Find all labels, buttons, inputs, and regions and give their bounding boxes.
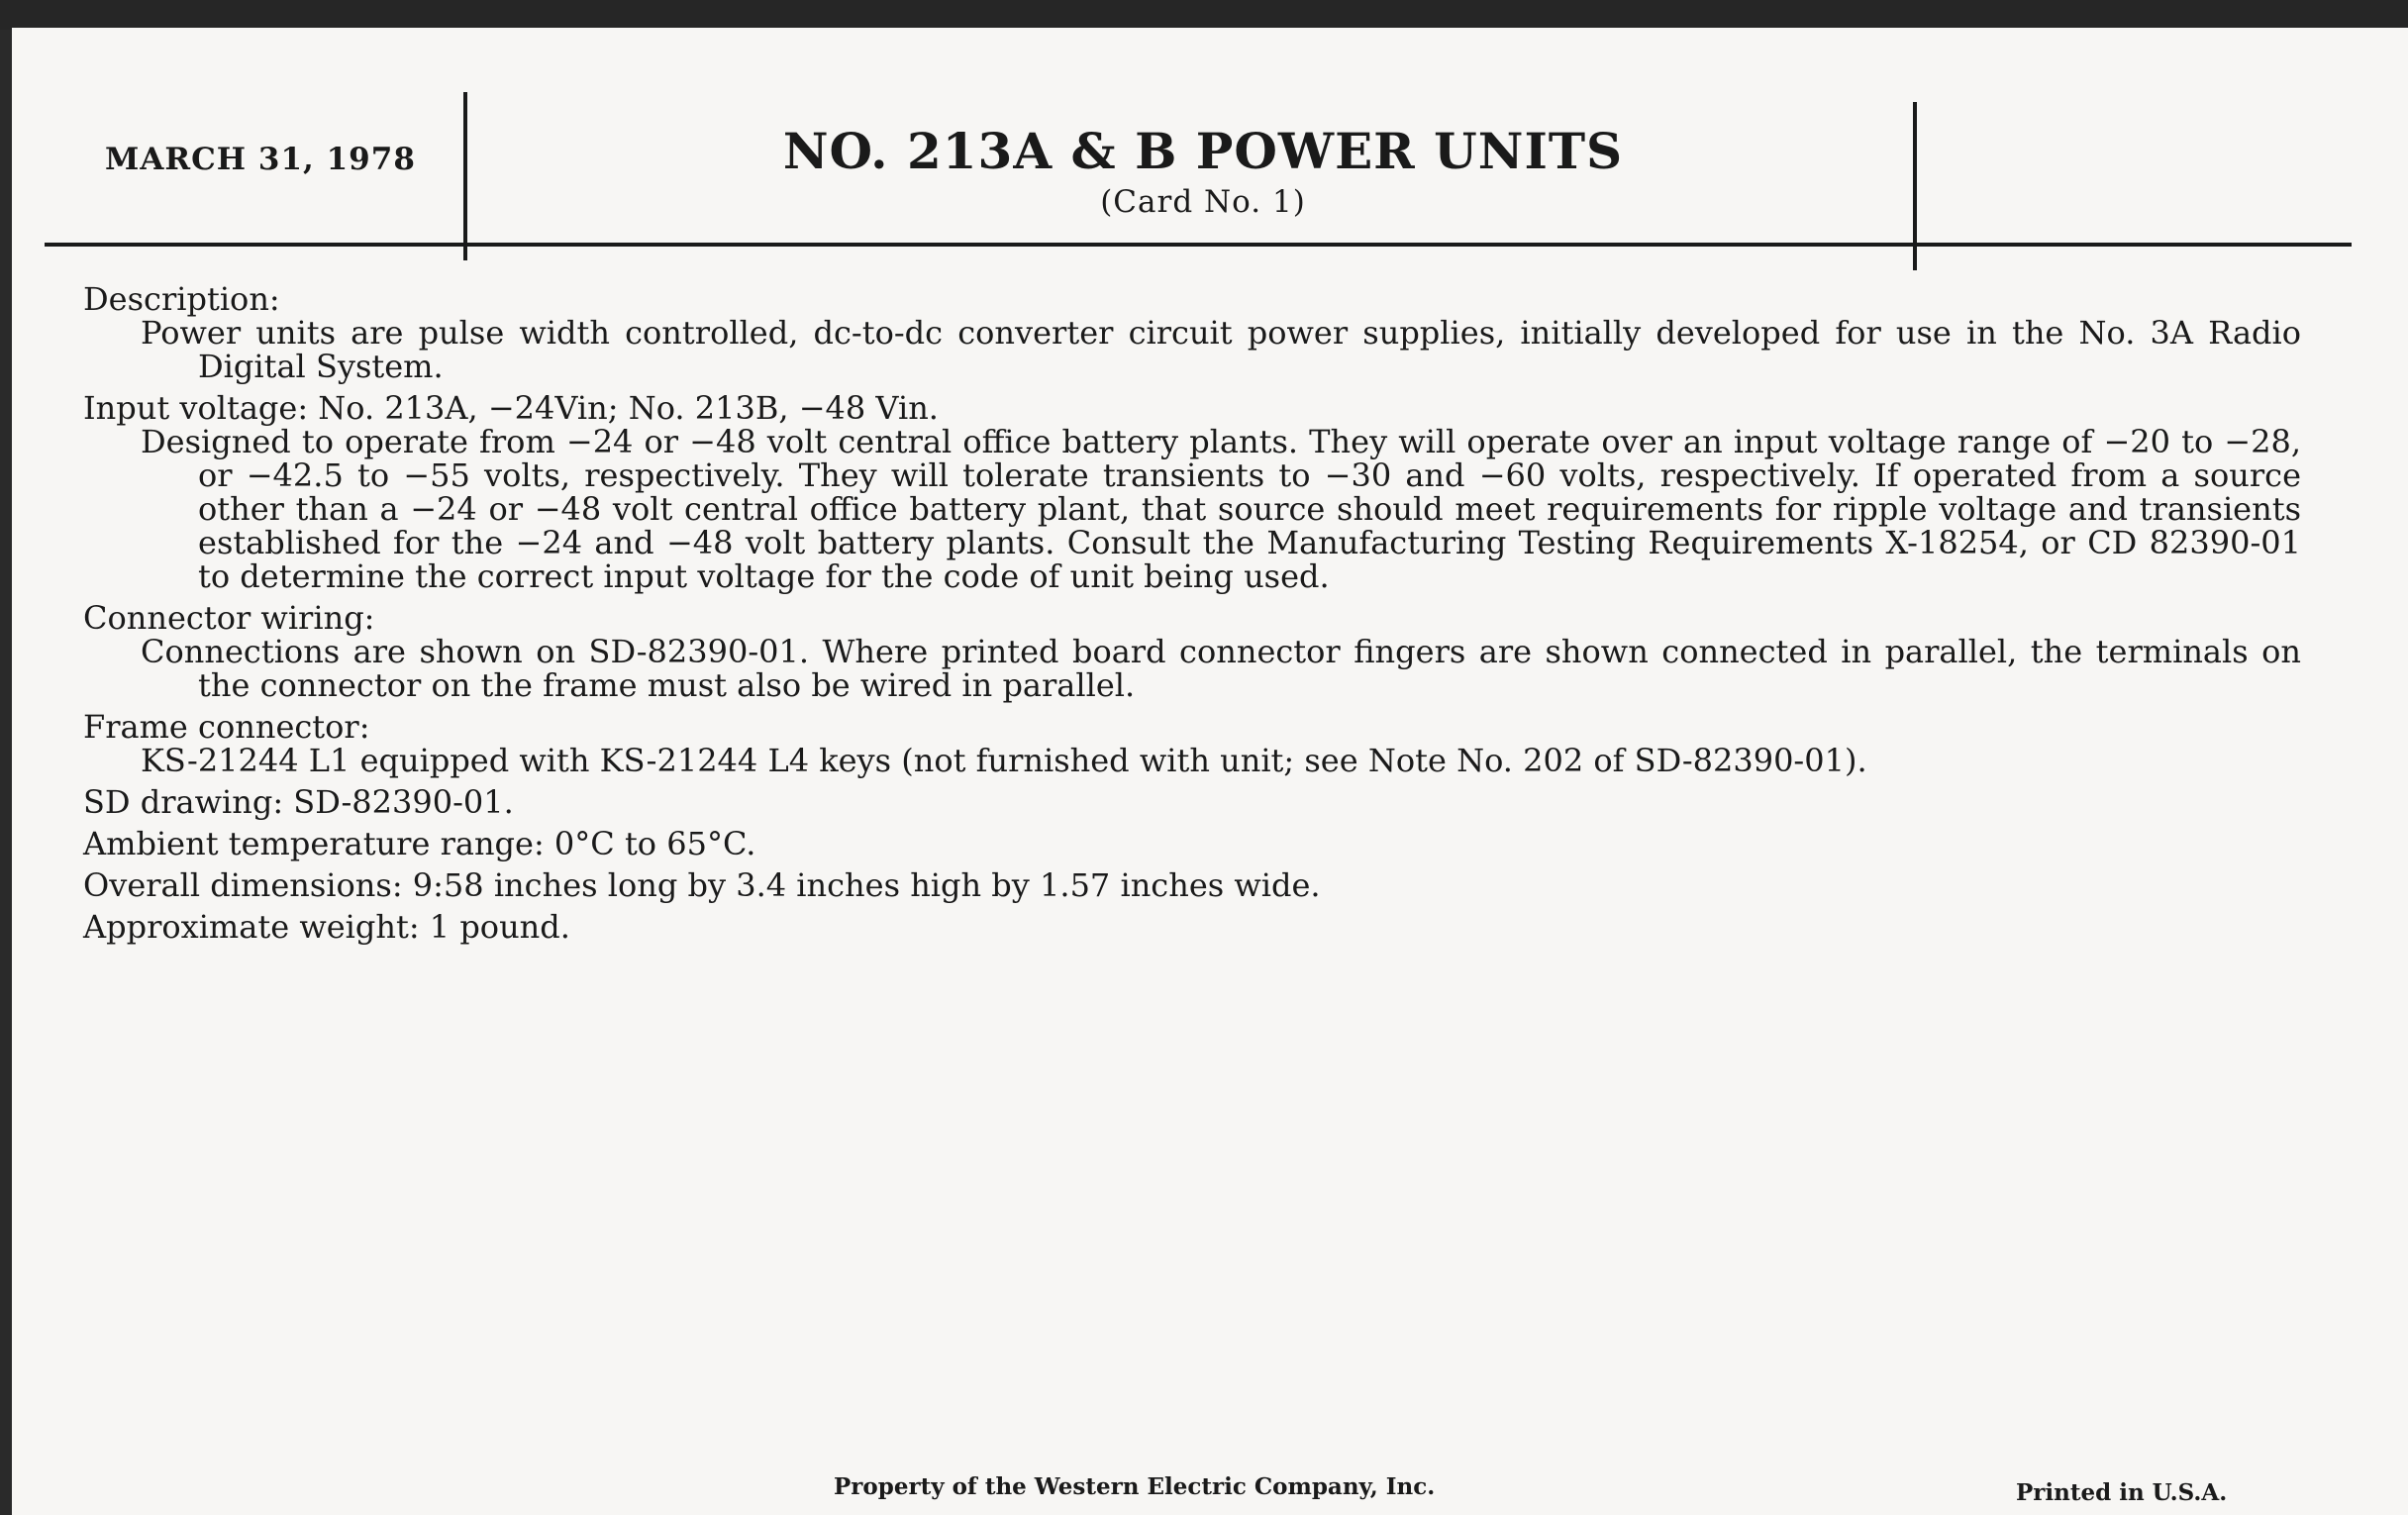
ambient-temperature-line: Ambient temperature range: 0°C to 65°C. — [83, 825, 756, 862]
overall-dimensions-line: Overall dimensions: 9:58 inches long by 3.4 inches high by 1.57 inches wide. — [83, 866, 1321, 904]
frame-connector-label: Frame connector: — [83, 708, 370, 746]
connector-wiring-label: Connector wiring: — [83, 599, 375, 637]
frame-connector-text: KS-21244 L1 equipped with KS-21244 L4 keys (not furnished with unit; see Note No. 202 of SD-82390-01). — [141, 742, 1867, 779]
property-notice: Property of the Western Electric Company, Inc. — [834, 1473, 1436, 1500]
document-card — [12, 28, 2408, 1515]
header-rule — [45, 243, 2352, 247]
description-section — [83, 282, 2301, 383]
scan-top-border — [0, 0, 2408, 30]
document-body — [83, 282, 2301, 952]
document-subtitle: (Card No. 1) — [1100, 184, 1306, 220]
sd-drawing-line: SD drawing: SD-82390-01. — [83, 783, 514, 821]
approximate-weight-line: Approximate weight: 1 pound. — [83, 908, 570, 946]
printed-in-notice: Printed in U.S.A. — [2016, 1479, 2228, 1506]
document-title: NO. 213A & B POWER UNITS — [782, 122, 1624, 180]
description-label: Description: — [83, 280, 280, 318]
frame-connector-section — [83, 710, 2301, 777]
input-voltage-line: Input voltage: No. 213A, −24Vin; No. 213B, −48 Vin. — [83, 389, 939, 427]
header-divider-left — [463, 92, 467, 260]
connector-wiring-section — [83, 601, 2301, 702]
description-text: Power units are pulse width controlled, dc-to-dc converter circuit power supplies, initially developed for use in the No. 3A Radio Digital System. — [141, 314, 2301, 385]
input-voltage-section — [83, 391, 2301, 593]
input-voltage-text: Designed to operate from −24 or −48 volt central office battery plants. They will operate over an input voltage range of −20 to −28, or −42.5 to −55 volts, respectively. They will tolerate transients to −30 and −60 volts, respectively. If operated from a source other than a −24 or −48 volt central office battery plant, that source should meet requirements for ripple voltage and transients established for the −24 and −48 volt battery plants. Consult the Manufacturing Testing Requirements X-18254, or CD 82390-01 to determine the correct input voltage for the code of unit being used. — [141, 423, 2301, 595]
connector-wiring-text: Connections are shown on SD-82390-01. Where printed board connector fingers are shown connected in parallel, the terminals on the connector on the frame must also be wired in parallel. — [141, 633, 2301, 704]
document-date: MARCH 31, 1978 — [105, 142, 416, 177]
